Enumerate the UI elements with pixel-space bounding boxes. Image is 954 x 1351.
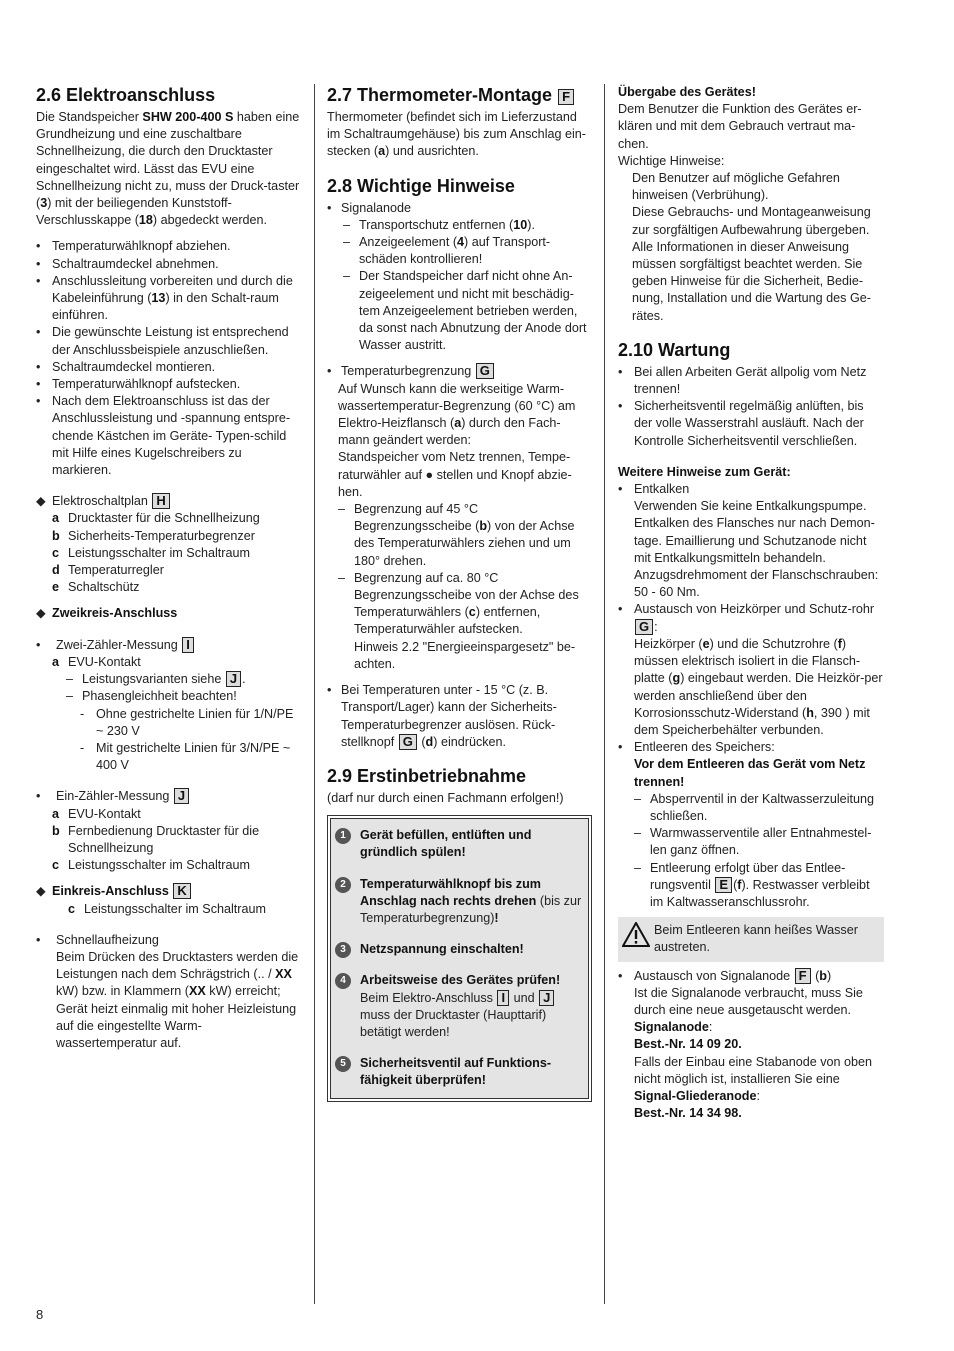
heading-2-8: 2.8 Wichtige Hinweise — [327, 175, 515, 196]
list-item: • Anschlussleitung vorbereiten und durch die Kabeleinführung (13) in den Schalt-raum einführen. — [36, 273, 293, 323]
hinweis-text-1: Den Benutzer auf mögliche Gefahren hinweisen (Verbrühung). — [632, 171, 840, 203]
list-item: • Entkalken — [618, 482, 690, 497]
figure-key: J — [226, 671, 241, 687]
elektroschaltplan-heading: ◆ Elektroschaltplan H — [36, 493, 301, 510]
list-item: • Schaltraumdeckel montieren. — [36, 359, 216, 374]
list-item: c Leistungsschalter im Schaltraum — [68, 901, 266, 916]
entkalken-text: Verwenden Sie keine Entkalkungspumpe. Entkalken des Flansches nur nach Demon-tage. Emaillierung und Schutzanode nicht mit Entkalkungsmitteln behandeln. Anzugsdrehmoment der Flanschschrauben: 50 - 60 Nm. — [634, 499, 879, 600]
list-item: – Warmwasserventile aller Entnahmestel-len ganz öffnen. — [634, 826, 872, 858]
gliederanode-order-number: Best.-Nr. 14 34 98. — [634, 1106, 742, 1121]
figure-key: J — [174, 788, 189, 804]
list-item: • Bei Temperaturen unter - 15 °C (z. B. Transport/Lager) kann der Sicherheits-Temperaturbegrenzer auslösen. Rück-stellknopf G (d) eindrücken. — [327, 683, 557, 749]
list-item: • Ein-Zähler-Messung J — [36, 788, 301, 805]
list-item: a Drucktaster für die Schnellheizung — [52, 511, 260, 526]
figure-key: I — [182, 637, 194, 653]
step-5: 5 Sicherheitsventil auf Funktions-fähigkeit überprüfen! — [335, 1055, 584, 1089]
list-item: • Schnellaufheizung — [36, 932, 159, 947]
list-item: • Temperaturwählknopf abziehen. — [36, 239, 231, 254]
list-item: – Leistungsvarianten siehe J . — [66, 671, 246, 687]
austausch-anode-text: Ist die Signalanode verbraucht, muss Sie durch eine neue ausgetauscht werden. — [634, 985, 863, 1017]
list-item: • Entleeren des Speichers: — [618, 740, 775, 755]
figure-key: E — [715, 877, 732, 893]
figure-key: G — [476, 363, 494, 379]
list-item: b Fernbedienung Drucktaster für die Schnellheizung — [52, 823, 260, 855]
list-item: • Zwei-Zähler-Messung I — [36, 637, 301, 654]
uebergabe-title: Übergabe des Gerätes! — [618, 85, 756, 99]
signalanode-order-number: Best.-Nr. 14 09 20. — [634, 1037, 742, 1052]
warning-triangle-icon — [622, 922, 654, 956]
list-item: • Schaltraumdeckel abnehmen. — [36, 256, 219, 271]
temperaturbegrenzung-text: Auf Wunsch kann die werkseitige Warm-wassertemperatur-Begrenzung (60 °C) am Elektro-Heizflansch (a) durch den Fach-mann geändert werden: — [338, 381, 576, 448]
heading-2-6: 2.6 Elektroanschluss — [36, 85, 216, 105]
list-item: • Temperaturwählknopf aufstecken. — [36, 377, 241, 392]
warning-text: Beim Entleeren kann heißes Wasser austreten. — [654, 923, 858, 955]
heading-2-9: 2.9 Erstinbetriebnahme — [327, 765, 527, 786]
column-divider-left — [314, 84, 315, 1304]
list-item: a EVU-Kontakt — [52, 654, 141, 669]
list-item: – Der Standspeicher darf nicht ohne An-zeigeelement und nicht mit beschädig-tem Anzeigeelement betrieben werden, da sonst nach Abnutzung der Anode dort Wasser austritt. — [343, 269, 587, 353]
figure-key: F — [558, 89, 574, 105]
signalanode-label: Signalanode: — [634, 1020, 713, 1035]
list-item: – Begrenzung auf 45 °C — [338, 502, 479, 517]
list-item: b Sicherheits-Temperaturbegrenzer — [52, 528, 255, 543]
hot-water-warning-box — [618, 917, 884, 961]
list-item: – Begrenzung auf ca. 80 °C — [338, 570, 499, 585]
uebergabe-text: Dem Benutzer die Funktion des Gerätes er-klären und mit dem Gebrauch vertraut ma-chen. — [618, 102, 862, 151]
diamond-icon: ◆ — [36, 606, 46, 621]
figure-key: G — [635, 619, 653, 635]
list-item: • Austausch von Heizkörper und Schutz-rohr G : — [618, 602, 875, 634]
heading-2-10: 2.10 Wartung — [618, 339, 731, 360]
begrenzung-45-text: Begrenzungsscheibe (b) von der Achse des Temperaturwählers ziehen und um 180° drehen. — [354, 519, 575, 568]
thermometer-paragraph: Thermometer (befindet sich im Lieferzustand im Schaltraumgehäuse) bis zum Anschlag ein-stecken (a) und ausrichten. — [327, 110, 586, 159]
gliederanode-label: Signal-Gliederanode: — [634, 1088, 760, 1103]
list-item: – Absperrventil in der Kaltwasserzuleitung schließen. — [634, 791, 875, 823]
temperaturbegrenzung-text-2: Standspeicher vom Netz trennen, Tempe-raturwähler auf ● stellen und Knopf abzie-hen. — [338, 450, 572, 499]
figure-key: F — [795, 968, 811, 984]
begrenzung-80-hint: Hinweis 2.2 "Energieeinspargesetz" be-achten. — [354, 639, 576, 671]
list-item: c Leistungsschalter im Schaltraum — [52, 858, 250, 873]
diamond-icon: ◆ — [36, 884, 46, 899]
column-2 — [327, 84, 592, 1102]
list-item: d Temperaturregler — [52, 563, 164, 578]
list-item: – Phasengleichheit beachten! — [66, 689, 237, 704]
figure-key: K — [173, 883, 190, 899]
figure-key: I — [497, 990, 509, 1006]
list-item: – Anzeigeelement (4) auf Transport-schäden kontrollieren! — [343, 235, 551, 267]
wichtige-hinweise-label: Wichtige Hinweise: — [618, 153, 725, 168]
heading-2-9-subtitle: (darf nur durch einen Fachmann erfolgen!) — [327, 790, 564, 805]
list-item: • Austausch von Signalanode F (b) — [618, 967, 832, 983]
page-number: 8 — [36, 1307, 44, 1322]
list-item: - Mit gestrichelte Linien für 3/N/PE ~ 400 V — [80, 740, 291, 773]
list-item: • Sicherheitsventil regelmäßig anlüften, bis der volle Wasserstrahl ausläuft. Nach der Kontrolle Sicherheitsventil verschließen. — [618, 399, 864, 448]
step-4: 4 Arbeitsweise des Gerätes prüfen! Beim Elektro-Anschluss I und J muss der Drucktaster (Haupttarif) betätigt werden! — [335, 972, 584, 1041]
list-item: c Leistungsschalter im Schaltraum — [52, 545, 250, 560]
list-item: - Ohne gestrichelte Linien für 1/N/PE ~ 230 V — [80, 706, 294, 738]
column-3 — [618, 84, 884, 1122]
list-item: • Temperaturbegrenzung G — [327, 363, 592, 380]
austausch-heizkoerper-text: Heizkörper (e) und die Schutzrohre (f) müssen elektrisch isoliert in die Flansch-platte (g) eingebaut werden. Die Heizkör-per werden anschließend über den Korrosionsschutz-Widerstand (h, 390 ) mit dem Speicherbehälter verbunden. — [634, 636, 883, 737]
commissioning-steps-box — [327, 815, 592, 1101]
zweikreis-heading: ◆ Zweikreis-Anschluss — [36, 605, 301, 622]
step-2: 2 Temperaturwählknopf bis zum Anschlag nach rechts drehen (bis zur Temperaturbegrenzung)! — [335, 876, 584, 928]
heading-2-7: 2.7 Thermometer-Montage F — [327, 84, 592, 106]
list-item: – Transportschutz entfernen (10). — [343, 217, 535, 232]
entleeren-warning: Vor dem Entleeren das Gerät vom Netz trennen! — [634, 757, 866, 789]
list-item: • Bei allen Arbeiten Gerät allpolig vom Netz trennen! — [618, 364, 867, 397]
einkreis-heading: ◆ Einkreis-Anschluss K — [36, 883, 301, 900]
list-item: • Nach dem Elektroanschluss ist das der Anschlussleistung und -spannung entspre-chende Kästchen im Geräte- Typen-schild mit Hilfe eines Kugelschreibers zu markieren. — [36, 394, 291, 478]
stabanode-text: Falls der Einbau eine Stabanode von oben nicht möglich ist, installieren Sie eine — [634, 1054, 873, 1086]
step-1: 1 Gerät befüllen, entlüften und gründlich spülen! — [335, 827, 584, 861]
schnellaufheizung-text: Beim Drücken des Drucktasters werden die Leistungen nach dem Schrägstrich (.. / XX kW) bzw. in Klammern (XX kW) erreicht; Gerät heizt einmalig mit hoher Heizleistung auf die eingestellte Warm-wassertemperatur auf. — [56, 949, 299, 1050]
column-divider-right — [604, 84, 605, 1304]
list-item: • Die gewünschte Leistung ist entsprechend der Anschlussbeispiele anzuschließen. — [36, 325, 289, 357]
figure-key: J — [539, 990, 554, 1006]
list-item: e Schaltschütz — [52, 580, 140, 595]
diamond-icon: ◆ — [36, 494, 46, 509]
figure-key: G — [399, 734, 417, 750]
list-item: – Entleerung erfolgt über das Entlee-rungsventil E (f). Restwasser verbleibt im Kaltwasseranschlussrohr. — [634, 860, 870, 909]
list-item: a EVU-Kontakt — [52, 806, 141, 821]
intro-paragraph: Die Standspeicher SHW 200-400 S haben eine Grundheizung und eine zuschaltbare Schnellheizung, die durch den Drucktaster eingeschaltet wird. Lässt das EVU eine Schnellheizung nicht zu, muss der Druck-taster (3) mit der beiliegenden Kunststoff-Verschlusskappe (18) abgedeckt werden. — [36, 110, 300, 228]
weitere-hinweise-title: Weitere Hinweise zum Gerät: — [618, 464, 791, 479]
list-item: • Signalanode — [327, 200, 412, 215]
hinweis-text-2: Diese Gebrauchs- und Montageanweisung zur sorgfältigen Aufbewahrung übergeben. Alle Informationen in dieser Anweisung müssen sorgfältigst beachtet werden. Sie geben Hinweise für die Sicherheit, Bedie-nung, Installation und die Wartung des Ge-rätes. — [632, 205, 871, 323]
column-1 — [36, 84, 301, 1052]
figure-key: H — [152, 493, 169, 509]
begrenzung-80-text: Begrenzungsscheibe von der Achse des Temperaturwählers (c) entfernen, Temperaturwähler aufstecken. — [354, 588, 579, 637]
step-3: 3 Netzspannung einschalten! — [335, 941, 584, 958]
